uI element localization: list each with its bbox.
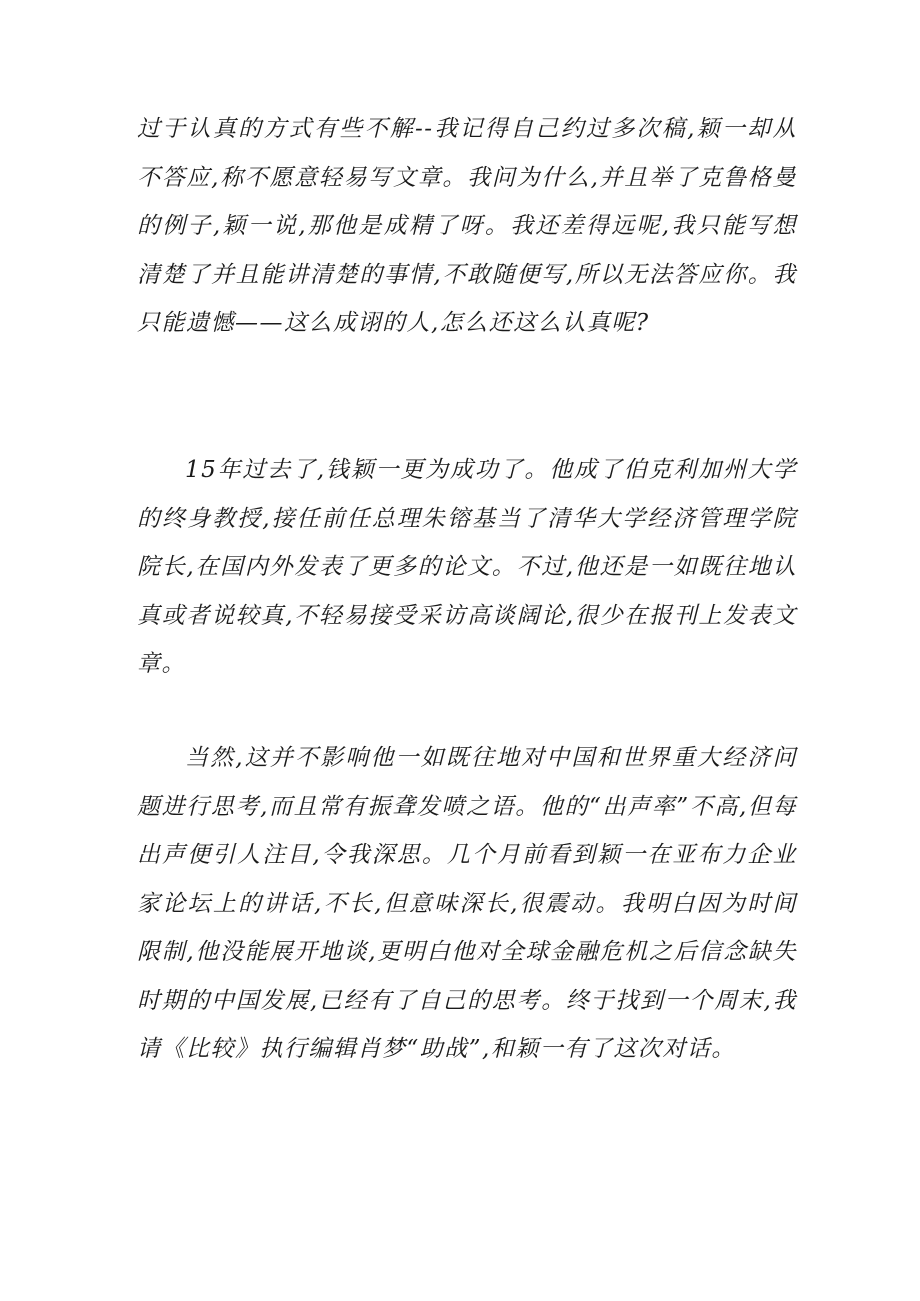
paragraph-2: 15年过去了,钱颖一更为成功了。他成了伯克利加州大学的终身教授,接任前任总理朱镕基当了清华大学经济管理学院院长,在国内外发表了更多的论文。不过,他还是一如既往地认真或者说较真,不轻易接受采访高谈阔论,很少在报刊上发表文章。: [137, 457, 797, 677]
paragraph-1: 过于认真的方式有些不解--我记得自己约过多次稿,颖一却从不答应,称不愿意轻易写文章。我问为什么,并且举了克鲁格曼的例子,颖一说,那他是成精了呀。我还差得远呢,我只能写想清楚了并且能讲清楚的事情,不敢随便写,所以无法答应你。我只能遗憾——这么成诩的人,怎么还这么认真呢?: [137, 116, 797, 336]
paragraph-3: 当然,这并不影响他一如既往地对中国和世界重大经济问题进行思考,而且常有振聋发喷之语。他的“出声率”不高,但每出声便引人注目,令我深思。几个月前看到颖一在亚布力企业家论坛上的讲话,不长,但意味深长,很震动。我明白因为时间限制,他没能展开地谈,更明白他对全球金融危机之后信念缺失时期的中国发展,已经有了自己的思考。终于找到一个周末,我请《比较》执行编辑肖梦“助战”,和颖一有了这次对话。: [137, 745, 797, 1062]
